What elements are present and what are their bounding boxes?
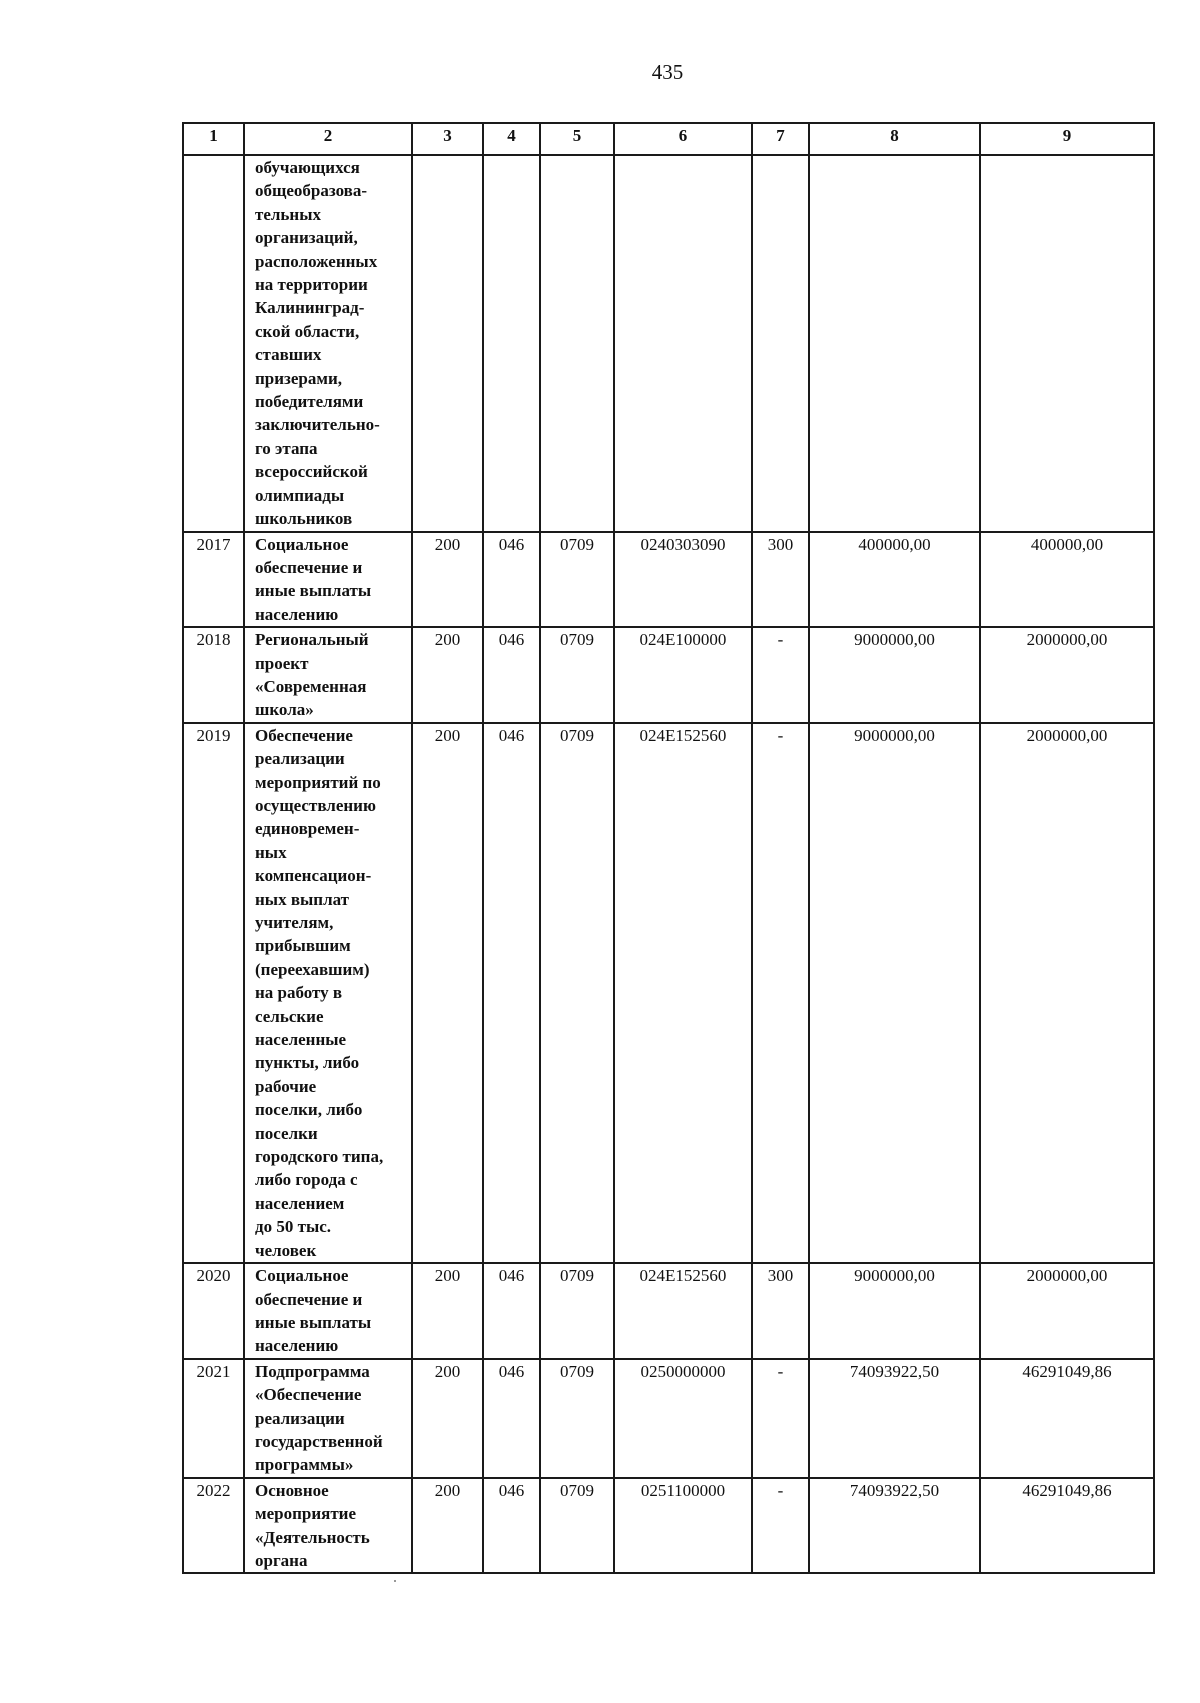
row-code-cell: 046 [483,1478,540,1574]
row-code-cell: - [752,1478,809,1574]
row-code-cell: 0709 [540,627,614,723]
row-amount-cell: 9000000,00 [809,723,980,1263]
budget-table [182,122,1155,1574]
row-code-cell: 046 [483,723,540,1263]
row-code-cell: 0709 [540,532,614,628]
row-number-cell: 2021 [183,1359,244,1478]
table-row [183,1263,1154,1359]
row-number-cell: 2019 [183,723,244,1263]
row-code-cell: 0709 [540,1359,614,1478]
table-row [183,155,1154,532]
row-code-cell: 300 [752,1263,809,1359]
row-number-cell: 2022 [183,1478,244,1574]
row-code-cell: 200 [412,627,483,723]
row-code-cell: 046 [483,627,540,723]
row-name-cell: Основное мероприятие «Деятельность органа [244,1478,412,1574]
row-amount-cell: 9000000,00 [809,627,980,723]
row-code-cell [483,155,540,532]
row-amount-cell [980,155,1154,532]
row-number-cell: 2017 [183,532,244,628]
row-code-cell: 200 [412,723,483,1263]
row-amount-cell: 400000,00 [809,532,980,628]
row-code-cell: 200 [412,1478,483,1574]
row-name-cell: обучающихся общеобразова- тельных организаций, расположенных на территории Калининград- ской области, ставших призерами, победителями заключительно- го этапа всероссийской олимпиады школьников [244,155,412,532]
row-number-cell: 2018 [183,627,244,723]
row-code-cell [540,155,614,532]
row-number-cell: 2020 [183,1263,244,1359]
table-row [183,1359,1154,1478]
column-header: 4 [483,123,540,155]
row-code-cell: 024E152560 [614,1263,752,1359]
row-code-cell: 046 [483,1359,540,1478]
row-amount-cell: 74093922,50 [809,1478,980,1574]
row-code-cell [752,155,809,532]
row-amount-cell: 46291049,86 [980,1359,1154,1478]
column-header: 5 [540,123,614,155]
row-name-cell: Подпрограмма «Обеспечение реализации государственной программы» [244,1359,412,1478]
row-amount-cell [809,155,980,532]
row-code-cell: 024E100000 [614,627,752,723]
column-header: 1 [183,123,244,155]
column-header: 9 [980,123,1154,155]
row-name-cell: Социальное обеспечение и иные выплаты населению [244,1263,412,1359]
row-amount-cell: 2000000,00 [980,723,1154,1263]
column-header: 7 [752,123,809,155]
row-code-cell [412,155,483,532]
row-code-cell: 0240303090 [614,532,752,628]
table-row [183,532,1154,628]
row-code-cell: - [752,723,809,1263]
row-amount-cell: 2000000,00 [980,627,1154,723]
row-code-cell: 0251100000 [614,1478,752,1574]
column-header: 8 [809,123,980,155]
row-name-cell: Социальное обеспечение и иные выплаты населению [244,532,412,628]
row-name-cell: Обеспечение реализации мероприятий по осуществлению единовремен- ных компенсацион- ных выплат учителям, прибывшим (переехавшим) на работу в сельские населенные пункты, либо рабочие поселки, либо поселки городского типа, либо города с населением до 50 тыс. человек [244,723,412,1263]
row-code-cell: 0709 [540,723,614,1263]
row-amount-cell: 9000000,00 [809,1263,980,1359]
row-code-cell: 0709 [540,1263,614,1359]
table-row [183,723,1154,1263]
row-amount-cell: 74093922,50 [809,1359,980,1478]
row-code-cell: 046 [483,1263,540,1359]
column-header: 3 [412,123,483,155]
table-row [183,1478,1154,1574]
row-code-cell: 200 [412,1359,483,1478]
column-header: 6 [614,123,752,155]
row-amount-cell: 400000,00 [980,532,1154,628]
row-code-cell: 200 [412,532,483,628]
row-number-cell [183,155,244,532]
row-code-cell: - [752,1359,809,1478]
row-code-cell: 024E152560 [614,723,752,1263]
row-amount-cell: 46291049,86 [980,1478,1154,1574]
row-code-cell: 0709 [540,1478,614,1574]
row-code-cell [614,155,752,532]
row-code-cell: 300 [752,532,809,628]
row-code-cell: 200 [412,1263,483,1359]
row-code-cell: 046 [483,532,540,628]
page-number: 435 [651,60,684,84]
table-row [183,627,1154,723]
column-header: 2 [244,123,412,155]
scan-speck [394,1580,396,1582]
row-code-cell: - [752,627,809,723]
table-header-row [183,123,1154,155]
row-amount-cell: 2000000,00 [980,1263,1154,1359]
row-code-cell: 0250000000 [614,1359,752,1478]
row-name-cell: Региональный проект «Современная школа» [244,627,412,723]
